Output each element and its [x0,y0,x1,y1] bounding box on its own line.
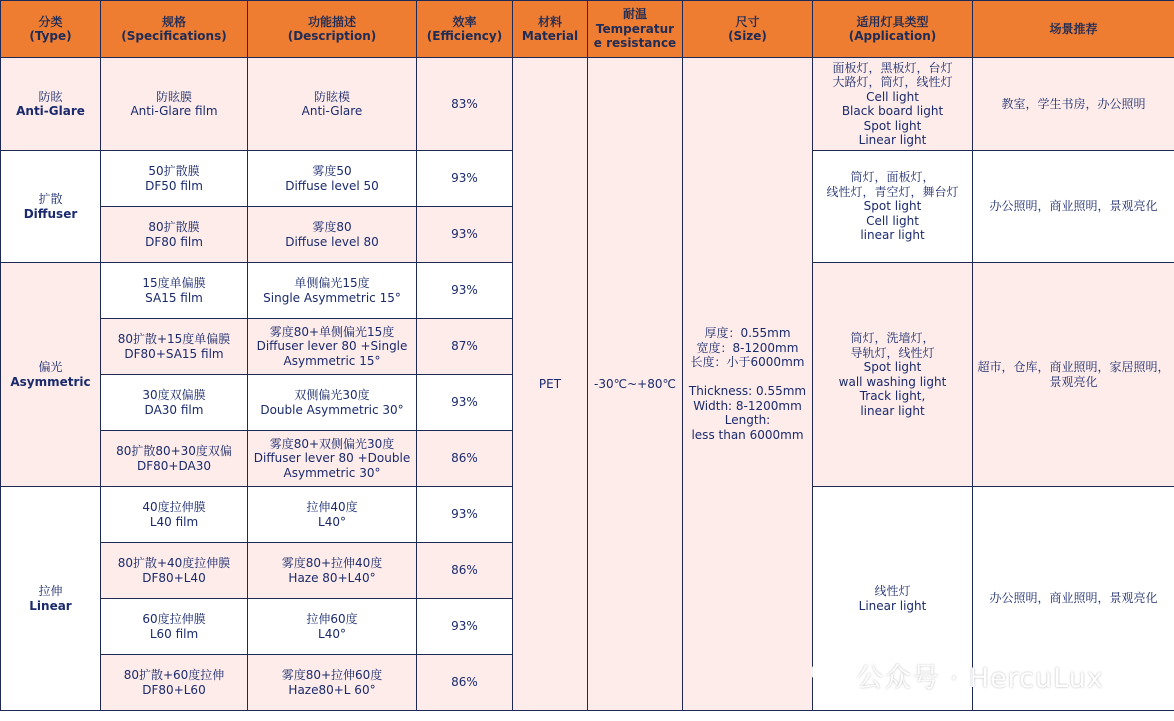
header-temperature: 耐温 Temperatur e resistance [588,1,683,58]
efficiency-cell: 93% [417,207,513,263]
header-material: 材料 Material [513,1,588,58]
spec-cell: 80扩散+15度单偏膜 DF80+SA15 film [101,319,248,375]
spec-cell: 防眩膜 Anti-Glare film [101,58,248,151]
type-asymmetric: 偏光 Asymmetric [1,263,101,487]
efficiency-cell: 93% [417,375,513,431]
spec-cell: 80扩散+60度拉伸 DF80+L60 [101,655,248,711]
desc-cell: 雾度50 Diffuse level 50 [248,151,417,207]
application-linear: 线性灯 Linear light [813,487,973,711]
size-cell: 厚度：0.55mm 宽度：8-1200mm 长度：小于6000mm Thickness: 0.55mm Width: 8-1200mm Length: less than 6000mm [683,58,813,711]
desc-cell: 雾度80+单侧偏光15度 Diffuser lever 80 +Single Asymmetric 15° [248,319,417,375]
efficiency-cell: 86% [417,655,513,711]
header-scene: 场景推荐 [973,1,1174,58]
desc-cell: 拉伸60度 L40° [248,599,417,655]
spec-cell: 15度单偏膜 SA15 film [101,263,248,319]
efficiency-cell: 93% [417,599,513,655]
header-efficiency: 效率 (Efficiency) [417,1,513,58]
desc-cell: 单侧偏光15度 Single Asymmetric 15° [248,263,417,319]
spec-cell: 50扩散膜 DF50 film [101,151,248,207]
desc-cell: 雾度80+双侧偏光30度 Diffuser lever 80 +Double Asymmetric 30° [248,431,417,487]
table-row [1,58,1174,151]
header-row [1,1,1174,58]
efficiency-cell: 87% [417,319,513,375]
type-diffuser: 扩散 Diffuser [1,151,101,263]
desc-cell: 雾度80+拉伸60度 Haze80+L 60° [248,655,417,711]
spec-cell: 80扩散80+30度双偏 DF80+DA30 [101,431,248,487]
type-antiglare: 防眩 Anti-Glare [1,58,101,151]
application-diffuser: 筒灯，面板灯， 线性灯，青空灯，舞台灯 Spot light Cell light linear light [813,151,973,263]
header-description: 功能描述 (Description) [248,1,417,58]
scene-diffuser: 办公照明，商业照明，景观亮化 [973,151,1174,263]
header-type: 分类 (Type) [1,1,101,58]
spec-cell: 30度双偏膜 DA30 film [101,375,248,431]
temperature-cell: -30℃~+80℃ [588,58,683,711]
header-application: 适用灯具类型 (Application) [813,1,973,58]
application-asymmetric: 筒灯，洗墙灯， 导轨灯，线性灯 Spot light wall washing light Track light, linear light [813,263,973,487]
desc-cell: 雾度80+拉伸40度 Haze 80+L40° [248,543,417,599]
efficiency-cell: 93% [417,263,513,319]
desc-cell: 雾度80 Diffuse level 80 [248,207,417,263]
watermark [810,655,1104,695]
scene-antiglare: 教室，学生书房，办公照明 [973,58,1174,151]
efficiency-cell: 83% [417,58,513,151]
efficiency-cell: 86% [417,431,513,487]
type-linear: 拉伸 Linear [1,487,101,711]
header-size: 尺寸 (Size) [683,1,813,58]
watermark-text: 公众号 · HercuLux [856,662,1104,694]
material-cell: PET [513,58,588,711]
spec-cell: 80扩散+40度拉伸膜 DF80+L40 [101,543,248,599]
application-antiglare: 面板灯，黑板灯，台灯 大路灯，筒灯，线性灯 Cell light Black board light Spot light Linear light [813,58,973,151]
scene-asymmetric: 超市，仓库，商业照明，家居照明， 景观亮化 [973,263,1174,487]
efficiency-cell: 93% [417,151,513,207]
desc-cell: 防眩模 Anti-Glare [248,58,417,151]
header-spec: 规格 (Specifications) [101,1,248,58]
wechat-icon [810,660,848,690]
desc-cell: 双侧偏光30度 Double Asymmetric 30° [248,375,417,431]
scene-linear: 办公照明，商业照明，景观亮化 [973,487,1174,711]
desc-cell: 拉伸40度 L40° [248,487,417,543]
efficiency-cell: 93% [417,487,513,543]
spec-cell: 60度拉伸膜 L60 film [101,599,248,655]
spec-cell: 40度拉伸膜 L40 film [101,487,248,543]
spec-cell: 80扩散膜 DF80 film [101,207,248,263]
efficiency-cell: 86% [417,543,513,599]
